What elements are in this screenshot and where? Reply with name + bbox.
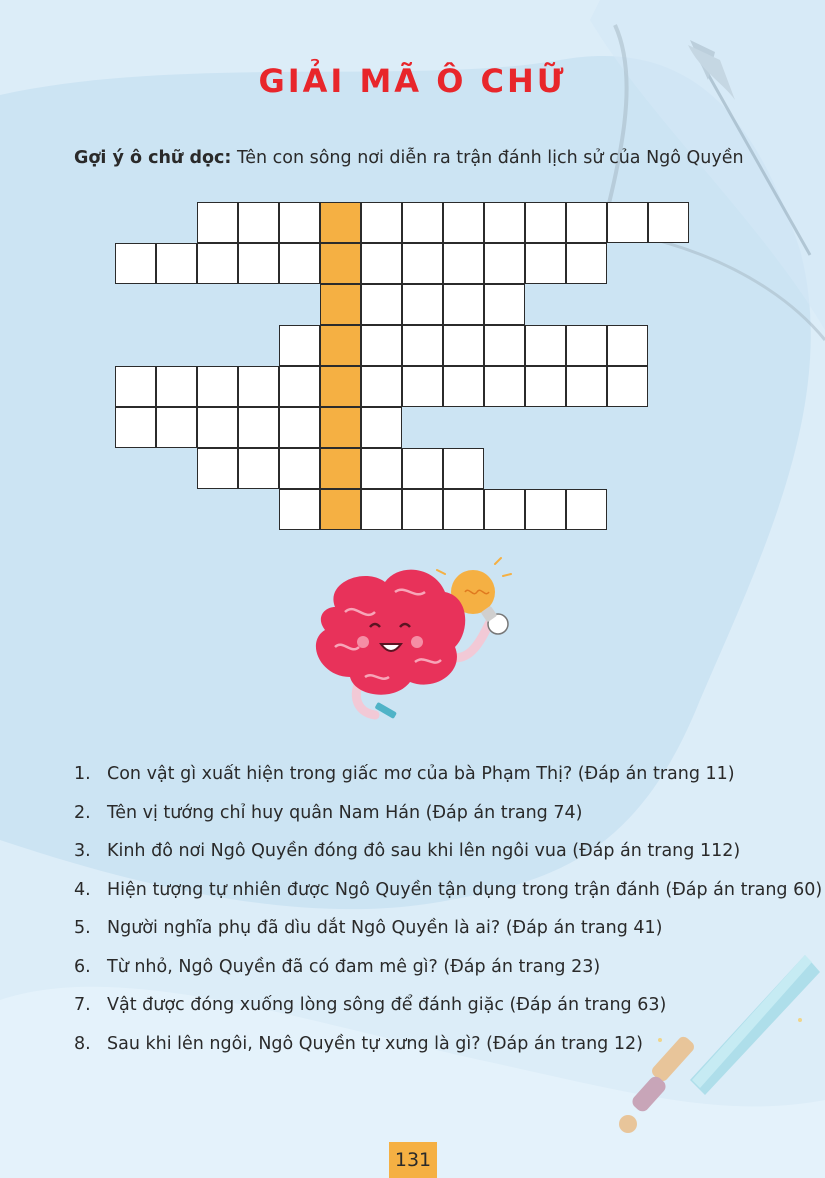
hint-text: Tên con sông nơi diễn ra trận đánh lịch sử của Ngô Quyền (231, 148, 744, 168)
question-item (74, 948, 822, 987)
crossword-cell[interactable] (238, 243, 279, 284)
question-item (74, 1025, 822, 1064)
crossword-cell[interactable] (238, 366, 279, 407)
question-text: Kinh đô nơi Ngô Quyền đóng đô sau khi lên ngôi vua (Đáp án trang 112) (107, 841, 741, 862)
crossword-cell[interactable] (648, 202, 689, 243)
crossword-cell[interactable] (402, 202, 443, 243)
crossword-cell[interactable] (361, 202, 402, 243)
question-number: 1. (74, 764, 91, 785)
question-number: 8. (74, 1033, 91, 1054)
question-number: 3. (74, 841, 91, 862)
question-text: Vật được đóng xuống lòng sông để đánh giặc (Đáp án trang 63) (107, 995, 667, 1016)
question-item (74, 794, 822, 833)
crossword-cell[interactable] (279, 489, 320, 530)
crossword-cell[interactable] (279, 366, 320, 407)
crossword-cell[interactable] (156, 366, 197, 407)
page-title: GIẢI MÃ Ô CHỮ (258, 62, 567, 100)
question-item (74, 832, 822, 871)
crossword-cell[interactable] (607, 202, 648, 243)
question-text: Người nghĩa phụ đã dìu dắt Ngô Quyền là ai? (Đáp án trang 41) (107, 918, 663, 939)
key-column-cell[interactable] (320, 202, 361, 243)
crossword-cell[interactable] (443, 448, 484, 489)
crossword-cell[interactable] (607, 366, 648, 407)
key-column-cell[interactable] (320, 366, 361, 407)
crossword-cell[interactable] (566, 489, 607, 530)
crossword-cell[interactable] (525, 243, 566, 284)
crossword-cell[interactable] (361, 448, 402, 489)
question-text: Từ nhỏ, Ngô Quyền đã có đam mê gì? (Đáp án trang 23) (107, 956, 601, 977)
key-column-cell[interactable] (320, 243, 361, 284)
question-number: 4. (74, 879, 91, 900)
crossword-cell[interactable] (484, 202, 525, 243)
key-column-cell[interactable] (320, 489, 361, 530)
crossword-cell[interactable] (361, 366, 402, 407)
crossword-cell[interactable] (484, 489, 525, 530)
question-text: Sau khi lên ngôi, Ngô Quyền tự xưng là gì? (Đáp án trang 12) (107, 1033, 643, 1054)
crossword-cell[interactable] (279, 325, 320, 366)
brain-mascot-icon (295, 552, 535, 737)
crossword-cell[interactable] (402, 243, 443, 284)
crossword-cell[interactable] (484, 366, 525, 407)
crossword-cell[interactable] (566, 325, 607, 366)
crossword-cell[interactable] (402, 489, 443, 530)
key-column-cell[interactable] (320, 407, 361, 448)
crossword-cell[interactable] (361, 243, 402, 284)
crossword-cell[interactable] (279, 448, 320, 489)
crossword-cell[interactable] (279, 202, 320, 243)
crossword-cell[interactable] (156, 243, 197, 284)
crossword-cell[interactable] (197, 407, 238, 448)
crossword-cell[interactable] (484, 284, 525, 325)
question-item (74, 909, 822, 948)
question-text: Hiện tượng tự nhiên được Ngô Quyền tận dụng trong trận đánh (Đáp án trang 60) (107, 879, 823, 900)
question-item (74, 871, 822, 910)
crossword-cell[interactable] (402, 366, 443, 407)
crossword-cell[interactable] (607, 325, 648, 366)
crossword-cell[interactable] (402, 284, 443, 325)
crossword-cell[interactable] (566, 243, 607, 284)
crossword-cell[interactable] (443, 243, 484, 284)
question-text: Con vật gì xuất hiện trong giấc mơ của bà Phạm Thị? (Đáp án trang 11) (107, 764, 735, 785)
crossword-cell[interactable] (484, 243, 525, 284)
crossword-cell[interactable] (279, 243, 320, 284)
key-column-cell[interactable] (320, 284, 361, 325)
question-number: 7. (74, 995, 91, 1016)
crossword-cell[interactable] (279, 407, 320, 448)
crossword-cell[interactable] (361, 407, 402, 448)
crossword-cell[interactable] (525, 325, 566, 366)
crossword-cell[interactable] (443, 325, 484, 366)
crossword-cell[interactable] (525, 366, 566, 407)
crossword-cell[interactable] (484, 325, 525, 366)
crossword-cell[interactable] (197, 366, 238, 407)
crossword-cell[interactable] (197, 448, 238, 489)
crossword-grid (0, 0, 825, 560)
crossword-cell[interactable] (238, 448, 279, 489)
crossword-cell[interactable] (566, 366, 607, 407)
crossword-cell[interactable] (197, 243, 238, 284)
question-list (74, 755, 822, 1063)
crossword-cell[interactable] (115, 243, 156, 284)
crossword-cell[interactable] (238, 202, 279, 243)
question-number: 6. (74, 956, 91, 977)
crossword-cell[interactable] (566, 202, 607, 243)
crossword-cell[interactable] (443, 366, 484, 407)
crossword-cell[interactable] (361, 489, 402, 530)
crossword-cell[interactable] (402, 325, 443, 366)
crossword-cell[interactable] (402, 448, 443, 489)
crossword-cell[interactable] (238, 407, 279, 448)
question-number: 2. (74, 802, 91, 823)
question-item (74, 755, 822, 794)
key-column-cell[interactable] (320, 448, 361, 489)
crossword-cell[interactable] (115, 366, 156, 407)
crossword-cell[interactable] (156, 407, 197, 448)
crossword-cell[interactable] (443, 202, 484, 243)
crossword-cell[interactable] (443, 489, 484, 530)
hint-label: Gợi ý ô chữ dọc: (74, 148, 232, 168)
crossword-cell[interactable] (525, 489, 566, 530)
page-number: 131 (389, 1142, 437, 1178)
crossword-cell[interactable] (361, 325, 402, 366)
question-item (74, 986, 822, 1025)
crossword-cell[interactable] (197, 202, 238, 243)
crossword-cell[interactable] (361, 284, 402, 325)
crossword-cell[interactable] (525, 202, 566, 243)
crossword-cell[interactable] (115, 407, 156, 448)
question-number: 5. (74, 918, 91, 939)
question-text: Tên vị tướng chỉ huy quân Nam Hán (Đáp án trang 74) (107, 802, 583, 823)
crossword-cell[interactable] (443, 284, 484, 325)
key-column-cell[interactable] (320, 325, 361, 366)
